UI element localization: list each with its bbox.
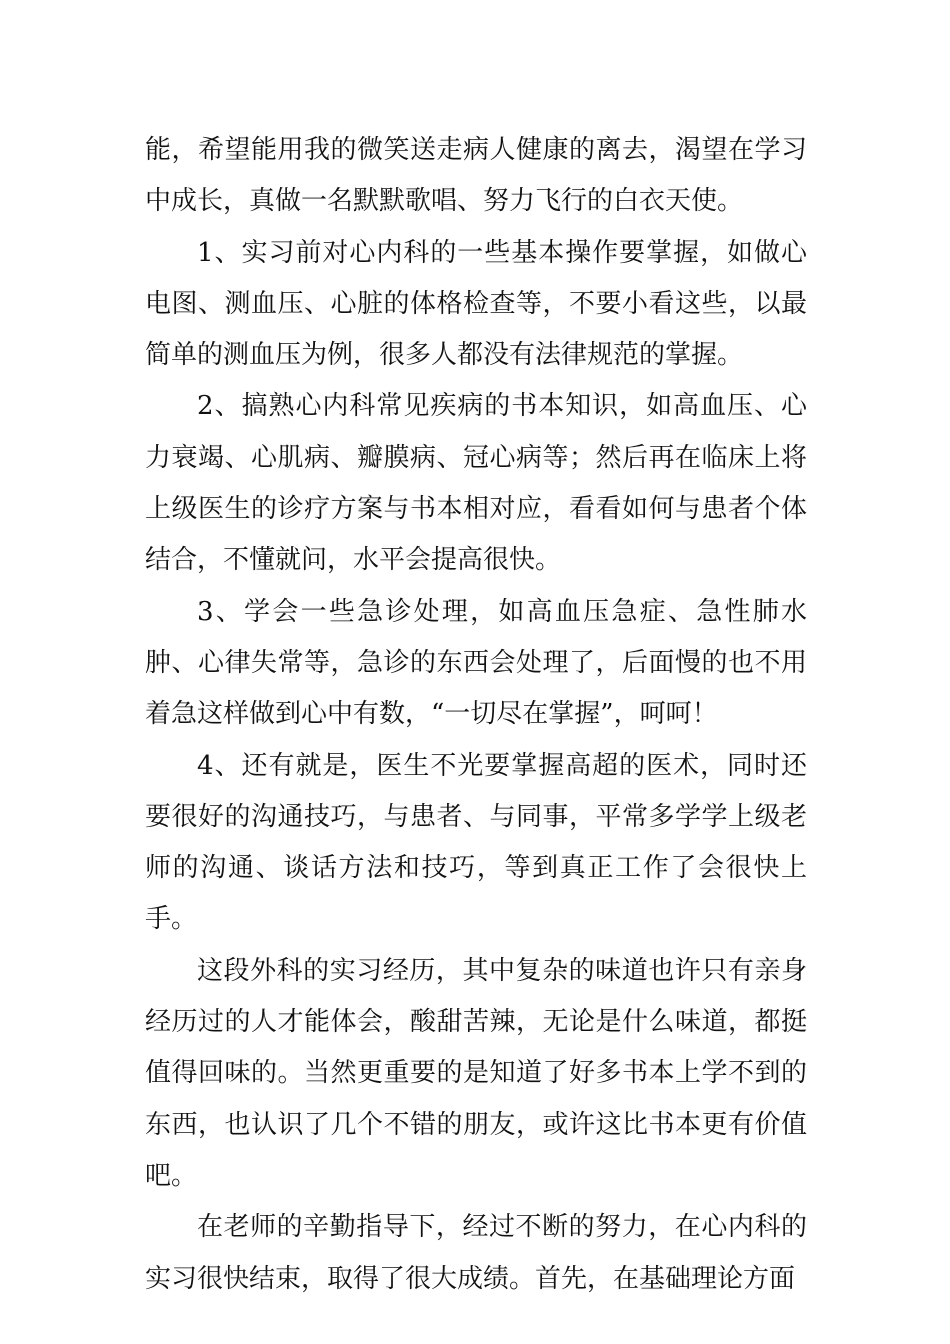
paragraph-summary: 在老师的辛勤指导下，经过不断的努力，在心内科的实习很快结束，取得了很大成绩。首先，在基础理论方面: [145, 1212, 807, 1294]
paragraph-continuation: 能，希望能用我的微笑送走病人健康的离去，渴望在学习中成长，真做一名默默歌唱、努力飞行的白衣天使。: [145, 135, 807, 217]
paragraph-reflection: 这段外科的实习经历，其中复杂的味道也许只有亲身经历过的人才能体会，酸甜苦辣，无论是什么味道，都挺值得回味的。当然更重要的是知道了好多书本上学不到的东西，也认识了几个不错的朋友，或许这比书本更有价值吧。: [145, 955, 807, 1191]
paragraph-item-3: 3、学会一些急诊处理，如高血压急症、急性肺水肿、心律失常等，急诊的东西会处理了，后面慢的也不用着急这样做到心中有数，“一切尽在掌握”，呵呵！: [145, 596, 807, 730]
body-text: [145, 125, 807, 1305]
paragraph-item-2: 2、搞熟心内科常见疾病的书本知识，如高血压、心力衰竭、心肌病、瓣膜病、冠心病等；然后再在临床上将上级医生的诊疗方案与书本相对应，看看如何与患者个体结合，不懂就问，水平会提高很快。: [145, 391, 807, 576]
paragraph-item-1: 1、实习前对心内科的一些基本操作要掌握，如做心电图、测血压、心脏的体格检查等，不要小看这些，以最简单的测血压为例，很多人都没有法律规范的掌握。: [145, 237, 807, 371]
paragraph-item-4: 4、还有就是，医生不光要掌握高超的医术，同时还要很好的沟通技巧，与患者、与同事，平常多学学上级老师的沟通、谈话方法和技巧，等到真正工作了会很快上手。: [145, 750, 807, 935]
